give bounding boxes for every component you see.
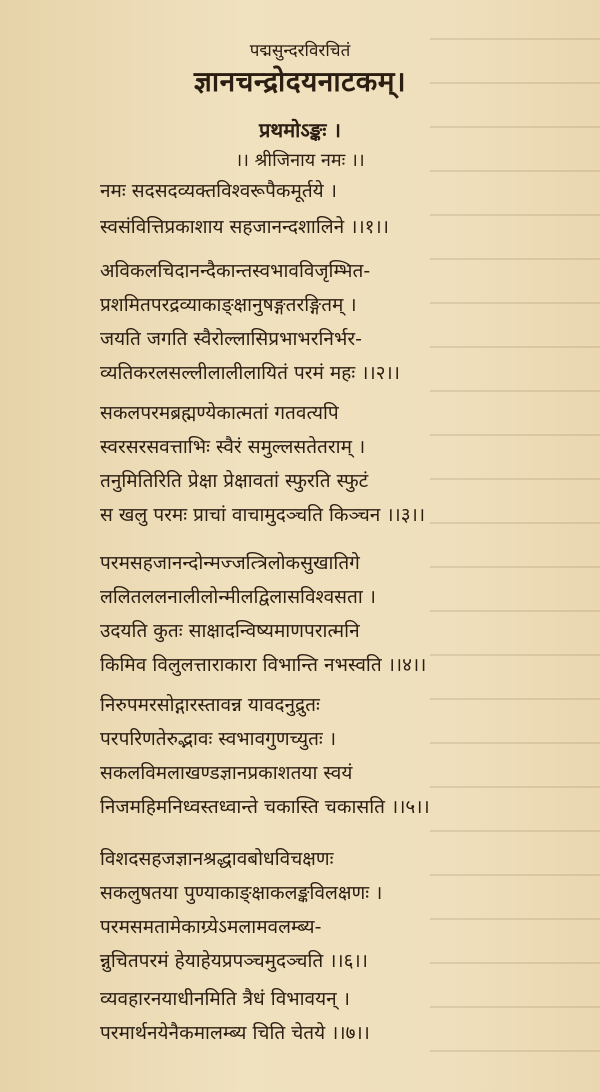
verse-6-line-1: विशदसहजज्ञानश्रद्धावबोधविचक्षणः	[100, 848, 334, 870]
invocation-line: ।। श्रीजिनाय नमः ।।	[235, 150, 365, 171]
verse-4-line-3: उदयति कुतः साक्षादन्विष्यमाणपरात्मनि	[100, 620, 360, 642]
verse-2-line-2: प्रशमितपरद्रव्याकाङ्क्षानुषङ्गतरङ्गितम् ।	[100, 294, 357, 316]
verse-3-line-4: स खलु परमः प्राचां वाचामुदञ्चति किञ्चन ।।३।।	[100, 504, 426, 526]
verse-3-line-3: तनुमितिरिति प्रेक्षा प्रेक्षावतां स्फुरति स्फुटं	[100, 470, 369, 492]
verse-5-line-2: परपरिणतेरुद्भावः स्वभावगुणच्युतः ।	[100, 728, 337, 750]
verse-6-line-3: परमसमतामेकाग्र्येऽमलामवलम्ब्य-	[100, 916, 322, 938]
verse-4-line-1: परमसहजानन्दोन्मज्जत्त्रिलोकसुखातिगे	[100, 552, 360, 574]
page-title: ज्ञानचन्द्रोदयनाटकम्।	[193, 65, 407, 98]
verse-6-line-4: न्नुचितपरमं हेयाहेयप्रपञ्चमुदञ्चति ।।६।।	[100, 950, 368, 972]
verse-5-line-4: निजमहिमनिध्वस्तध्वान्ते चकास्ति चकासति ।।५।।	[100, 796, 430, 818]
verse-4-line-4: किमिव विलुलत्ताराकारा विभान्ति नभस्वति ।।४।।	[100, 654, 427, 676]
act-heading: प्रथमोऽङ्कः ।	[259, 118, 341, 142]
verse-4-line-2: ललितललनालीलोन्मीलद्विलासविश्वसता ।	[100, 586, 377, 608]
verse-5-line-1: निरुपमरसोद्गारस्तावन्न यावदनुद्रुतः	[100, 694, 320, 716]
verse-7-line-1: व्यवहारनयाधीनमिति त्रैधं विभावयन् ।	[100, 988, 350, 1010]
verse-3-line-2: स्वरसरसवत्ताभिः स्वैरं समुल्लसतेतराम् ।	[100, 436, 366, 458]
verse-2-line-1: अविकलचिदानन्दैकान्तस्वभावविजृम्भित-	[100, 260, 371, 282]
verse-7-line-2: परमार्थनयेनैकमालम्ब्य चिति चेतये ।।७।।	[100, 1022, 370, 1044]
verse-2-line-3: जयति जगति स्वैरोल्लासिप्रभाभरनिर्भर-	[100, 328, 362, 350]
author-line: पद्मसुन्दरविरचितं	[249, 41, 351, 61]
verse-5-line-3: सकलविमलाखण्डज्ञानप्रकाशतया स्वयं	[100, 762, 353, 784]
verse-1-line-1: नमः सदसदव्यक्तविश्वरूपैकमूर्तये ।	[100, 180, 337, 202]
verse-6-line-2: सकलुषतया पुण्याकाङ्क्षाकलङ्कविलक्षणः ।	[100, 882, 383, 904]
verse-1-line-2: स्वसंवित्तिप्रकाशाय सहजानन्दशालिने ।।१।।	[100, 216, 389, 238]
verse-3-line-1: सकलपरमब्रह्मण्येकात्मतां गतवत्यपि	[100, 402, 339, 424]
verse-2-line-4: व्यतिकरलसल्लीलालीलायितं परमं महः ।।२।।	[100, 362, 400, 384]
